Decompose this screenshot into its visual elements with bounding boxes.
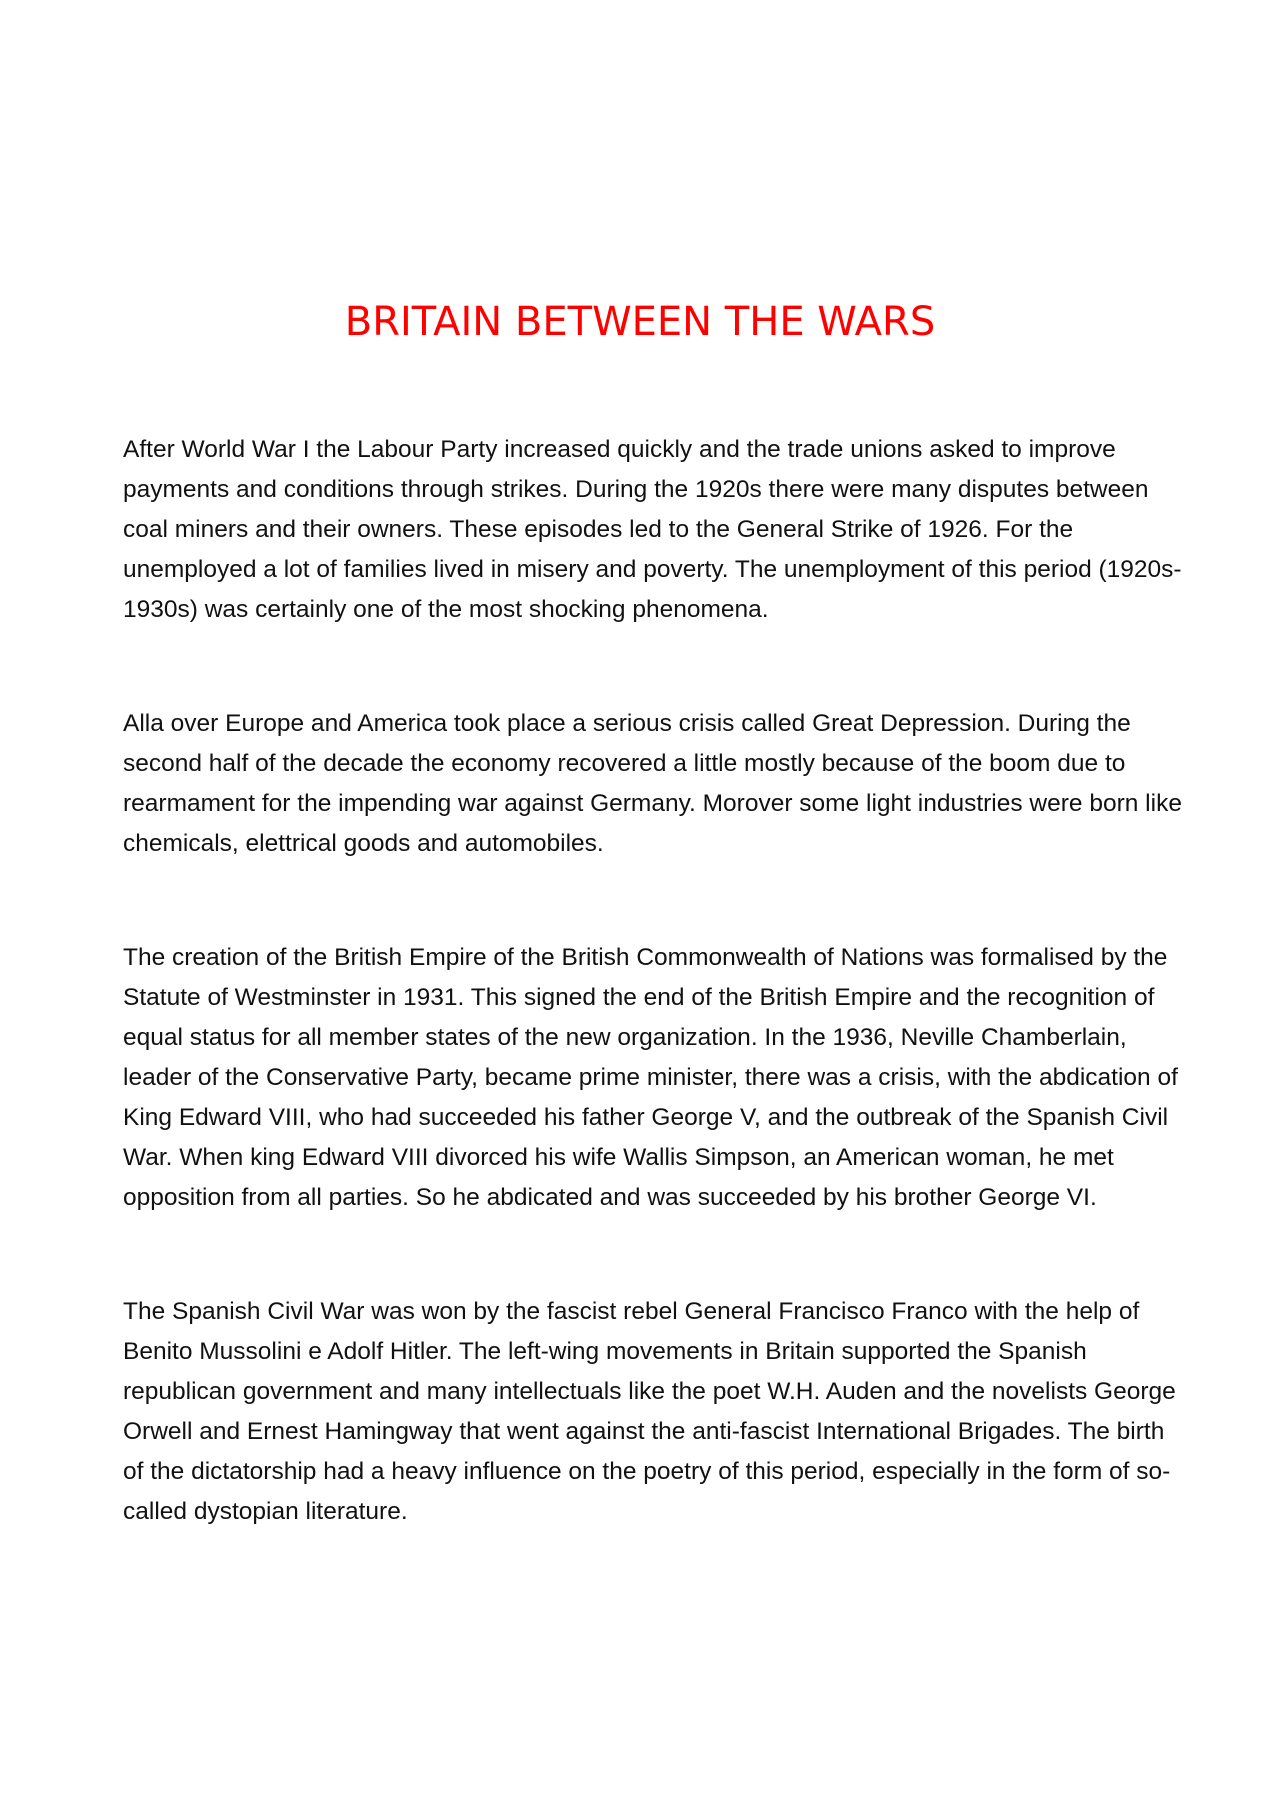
paragraph-great-depression: Alla over Europe and America took place a serious crisis called Great Depression. During the second half of the decade the economy recovered a little mostly because of the boom due to rearmament for the impending war against Germany. Morover some light industries were born like chemicals, elettrical goods and automobiles.: [123, 710, 1182, 857]
paragraph-commonwealth-abdication: The creation of the British Empire of the British Commonwealth of Nations was formalised by the Statute of Westminster in 1931. This signed the end of the British Empire and the recognition of equal status for all member states of the new organization. In the 1936, Neville Chamberlain, leader of the Conservative Party, became prime minister, there was a crisis, with the abdication of King Edward VIII, who had succeeded his father George V, and the outbreak of the Spanish Civil War. When king Edward VIII divorced his wife Wallis Simpson, an American woman, he met opposition from all parties. So he abdicated and was succeeded by his brother George VI.: [123, 944, 1178, 1211]
paragraph-spanish-civil-war: The Spanish Civil War was won by the fascist rebel General Francisco Franco with the help of Benito Mussolini e Adolf Hitler. The left-wing movements in Britain supported the Spanish republican government and many intellectuals like the poet W.H. Auden and the novelists George Orwell and Ernest Hamingway that went against the anti-fascist International Brigades. The birth of the dictatorship had a heavy influence on the poetry of this period, especially in the form of so-called dystopian literature.: [123, 1298, 1176, 1525]
paragraph-labour-unemployment: After World War I the Labour Party increased quickly and the trade unions asked to improve payments and conditions through strikes. During the 1920s there were many disputes between coal miners and their owners. These episodes led to the General Strike of 1926. For the unemployed a lot of families lived in misery and poverty. The unemployment of this period (1920s-1930s) was certainly one of the most shocking phenomena.: [123, 436, 1182, 623]
document-body: [123, 430, 1183, 1606]
document-title: BRITAIN BETWEEN THE WARS: [344, 299, 936, 345]
